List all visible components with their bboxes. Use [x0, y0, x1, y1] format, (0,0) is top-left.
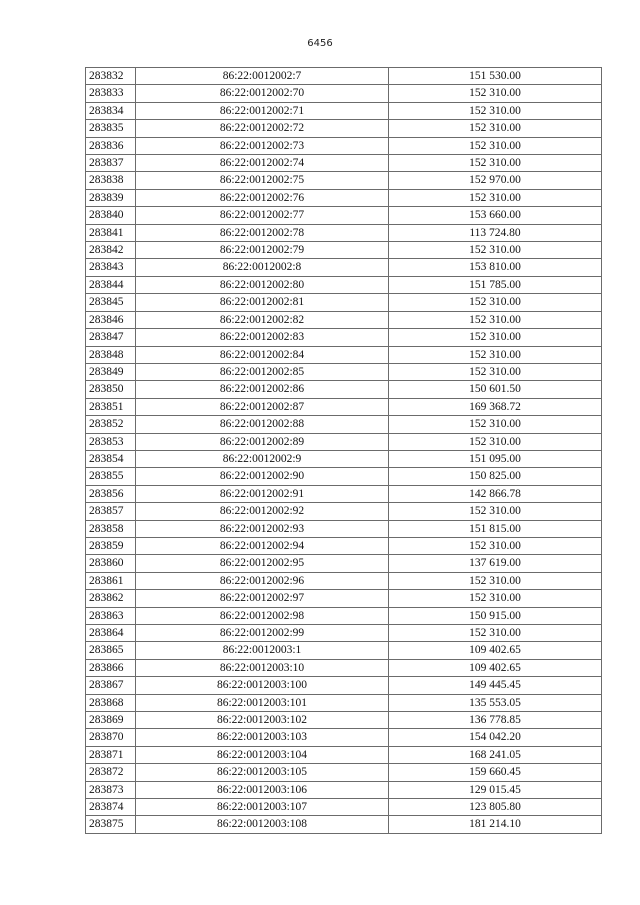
table-row [86, 207, 602, 224]
row-number-cell: 283856 [86, 485, 136, 502]
cadastral-number-cell: 86:22:0012003:106 [136, 781, 389, 798]
cadastral-value-cell: 152 310.00 [389, 572, 602, 589]
cadastral-number-cell: 86:22:0012003:10 [136, 659, 389, 676]
table-row [86, 363, 602, 380]
cadastral-value-cell: 151 095.00 [389, 450, 602, 467]
cadastral-number-cell: 86:22:0012002:94 [136, 537, 389, 554]
cadastral-number-cell: 86:22:0012002:71 [136, 102, 389, 119]
cadastral-number-cell: 86:22:0012003:108 [136, 816, 389, 833]
table-row [86, 276, 602, 293]
cadastral-number-cell: 86:22:0012003:105 [136, 764, 389, 781]
cadastral-value-cell: 136 778.85 [389, 712, 602, 729]
table-row [86, 503, 602, 520]
row-number-cell: 283857 [86, 503, 136, 520]
table-row [86, 381, 602, 398]
cadastral-number-cell: 86:22:0012002:93 [136, 520, 389, 537]
row-number-cell: 283871 [86, 746, 136, 763]
cadastral-number-cell: 86:22:0012003:103 [136, 729, 389, 746]
table-row [86, 172, 602, 189]
cadastral-number-cell: 86:22:0012002:90 [136, 468, 389, 485]
cadastral-number-cell: 86:22:0012002:81 [136, 294, 389, 311]
cadastral-number-cell: 86:22:0012002:82 [136, 311, 389, 328]
cadastral-value-table [85, 67, 602, 834]
row-number-cell: 283862 [86, 590, 136, 607]
row-number-cell: 283854 [86, 450, 136, 467]
row-number-cell: 283864 [86, 625, 136, 642]
cadastral-number-cell: 86:22:0012002:87 [136, 398, 389, 415]
table-row [86, 607, 602, 624]
table-row [86, 694, 602, 711]
row-number-cell: 283833 [86, 85, 136, 102]
cadastral-number-cell: 86:22:0012002:76 [136, 189, 389, 206]
cadastral-value-cell: 150 915.00 [389, 607, 602, 624]
row-number-cell: 283873 [86, 781, 136, 798]
cadastral-number-cell: 86:22:0012003:1 [136, 642, 389, 659]
table-row [86, 520, 602, 537]
table-row [86, 799, 602, 816]
cadastral-value-cell: 152 310.00 [389, 346, 602, 363]
table-row [86, 625, 602, 642]
cadastral-number-cell: 86:22:0012003:100 [136, 677, 389, 694]
table-row [86, 189, 602, 206]
table-row [86, 746, 602, 763]
cadastral-value-cell: 152 310.00 [389, 120, 602, 137]
cadastral-number-cell: 86:22:0012002:95 [136, 555, 389, 572]
cadastral-value-cell: 169 368.72 [389, 398, 602, 415]
table-row [86, 259, 602, 276]
cadastral-number-cell: 86:22:0012002:74 [136, 155, 389, 172]
row-number-cell: 283872 [86, 764, 136, 781]
table-row [86, 224, 602, 241]
cadastral-value-cell: 152 310.00 [389, 294, 602, 311]
row-number-cell: 283851 [86, 398, 136, 415]
row-number-cell: 283853 [86, 433, 136, 450]
cadastral-value-cell: 181 214.10 [389, 816, 602, 833]
cadastral-number-cell: 86:22:0012002:83 [136, 329, 389, 346]
cadastral-value-cell: 109 402.65 [389, 642, 602, 659]
row-number-cell: 283835 [86, 120, 136, 137]
row-number-cell: 283868 [86, 694, 136, 711]
row-number-cell: 283852 [86, 416, 136, 433]
cadastral-number-cell: 86:22:0012002:72 [136, 120, 389, 137]
table-row [86, 294, 602, 311]
cadastral-value-cell: 154 042.20 [389, 729, 602, 746]
table-row [86, 416, 602, 433]
table-row [86, 398, 602, 415]
row-number-cell: 283834 [86, 102, 136, 119]
cadastral-number-cell: 86:22:0012002:96 [136, 572, 389, 589]
table-row [86, 155, 602, 172]
table-row [86, 120, 602, 137]
cadastral-value-cell: 109 402.65 [389, 659, 602, 676]
table-row [86, 346, 602, 363]
row-number-cell: 283869 [86, 712, 136, 729]
row-number-cell: 283863 [86, 607, 136, 624]
cadastral-value-cell: 152 310.00 [389, 625, 602, 642]
cadastral-value-cell: 152 310.00 [389, 242, 602, 259]
cadastral-value-cell: 137 619.00 [389, 555, 602, 572]
cadastral-value-cell: 142 866.78 [389, 485, 602, 502]
table-body [86, 68, 602, 834]
table-row [86, 137, 602, 154]
row-number-cell: 283859 [86, 537, 136, 554]
cadastral-number-cell: 86:22:0012002:70 [136, 85, 389, 102]
cadastral-number-cell: 86:22:0012002:78 [136, 224, 389, 241]
cadastral-number-cell: 86:22:0012003:102 [136, 712, 389, 729]
row-number-cell: 283861 [86, 572, 136, 589]
table-row [86, 311, 602, 328]
cadastral-value-cell: 152 310.00 [389, 137, 602, 154]
row-number-cell: 283855 [86, 468, 136, 485]
cadastral-number-cell: 86:22:0012002:7 [136, 68, 389, 85]
cadastral-value-cell: 153 810.00 [389, 259, 602, 276]
row-number-cell: 283832 [86, 68, 136, 85]
cadastral-value-cell: 159 660.45 [389, 764, 602, 781]
cadastral-value-cell: 151 785.00 [389, 276, 602, 293]
cadastral-value-cell: 152 310.00 [389, 590, 602, 607]
row-number-cell: 283850 [86, 381, 136, 398]
page-number: 6456 [307, 38, 333, 49]
table-row [86, 102, 602, 119]
cadastral-number-cell: 86:22:0012002:77 [136, 207, 389, 224]
cadastral-value-cell: 152 310.00 [389, 363, 602, 380]
row-number-cell: 283838 [86, 172, 136, 189]
row-number-cell: 283836 [86, 137, 136, 154]
cadastral-number-cell: 86:22:0012003:107 [136, 799, 389, 816]
cadastral-value-cell: 153 660.00 [389, 207, 602, 224]
cadastral-number-cell: 86:22:0012002:85 [136, 363, 389, 380]
row-number-cell: 283870 [86, 729, 136, 746]
table-row [86, 659, 602, 676]
row-number-cell: 283844 [86, 276, 136, 293]
row-number-cell: 283837 [86, 155, 136, 172]
row-number-cell: 283847 [86, 329, 136, 346]
cadastral-number-cell: 86:22:0012002:92 [136, 503, 389, 520]
table-row [86, 712, 602, 729]
table-row [86, 764, 602, 781]
cadastral-number-cell: 86:22:0012002:86 [136, 381, 389, 398]
cadastral-value-cell: 152 310.00 [389, 537, 602, 554]
cadastral-number-cell: 86:22:0012002:88 [136, 416, 389, 433]
row-number-cell: 283846 [86, 311, 136, 328]
cadastral-value-cell: 149 445.45 [389, 677, 602, 694]
cadastral-number-cell: 86:22:0012002:97 [136, 590, 389, 607]
cadastral-number-cell: 86:22:0012002:73 [136, 137, 389, 154]
cadastral-number-cell: 86:22:0012002:9 [136, 450, 389, 467]
row-number-cell: 283849 [86, 363, 136, 380]
cadastral-value-cell: 152 310.00 [389, 416, 602, 433]
cadastral-value-cell: 123 805.80 [389, 799, 602, 816]
row-number-cell: 283865 [86, 642, 136, 659]
table-row [86, 485, 602, 502]
table-row [86, 329, 602, 346]
cadastral-value-cell: 135 553.05 [389, 694, 602, 711]
cadastral-value-cell: 152 310.00 [389, 102, 602, 119]
cadastral-value-cell: 151 815.00 [389, 520, 602, 537]
cadastral-value-cell: 152 310.00 [389, 85, 602, 102]
row-number-cell: 283867 [86, 677, 136, 694]
cadastral-number-cell: 86:22:0012003:101 [136, 694, 389, 711]
row-number-cell: 283848 [86, 346, 136, 363]
row-number-cell: 283840 [86, 207, 136, 224]
cadastral-number-cell: 86:22:0012003:104 [136, 746, 389, 763]
cadastral-value-cell: 150 601.50 [389, 381, 602, 398]
cadastral-number-cell: 86:22:0012002:99 [136, 625, 389, 642]
cadastral-value-cell: 152 310.00 [389, 189, 602, 206]
table-row [86, 590, 602, 607]
row-number-cell: 283842 [86, 242, 136, 259]
cadastral-value-cell: 152 310.00 [389, 155, 602, 172]
row-number-cell: 283845 [86, 294, 136, 311]
cadastral-value-cell: 152 310.00 [389, 329, 602, 346]
cadastral-number-cell: 86:22:0012002:80 [136, 276, 389, 293]
cadastral-value-cell: 152 310.00 [389, 311, 602, 328]
cadastral-value-cell: 150 825.00 [389, 468, 602, 485]
row-number-cell: 283839 [86, 189, 136, 206]
cadastral-number-cell: 86:22:0012002:89 [136, 433, 389, 450]
row-number-cell: 283875 [86, 816, 136, 833]
table-row [86, 642, 602, 659]
row-number-cell: 283843 [86, 259, 136, 276]
row-number-cell: 283841 [86, 224, 136, 241]
cadastral-value-cell: 168 241.05 [389, 746, 602, 763]
table-row [86, 781, 602, 798]
table-row [86, 433, 602, 450]
table-row [86, 468, 602, 485]
table-row [86, 242, 602, 259]
cadastral-number-cell: 86:22:0012002:98 [136, 607, 389, 624]
cadastral-number-cell: 86:22:0012002:75 [136, 172, 389, 189]
cadastral-number-cell: 86:22:0012002:79 [136, 242, 389, 259]
table-row [86, 537, 602, 554]
table-row [86, 85, 602, 102]
table-row [86, 729, 602, 746]
row-number-cell: 283874 [86, 799, 136, 816]
table-row [86, 68, 602, 85]
cadastral-value-cell: 151 530.00 [389, 68, 602, 85]
table-row [86, 816, 602, 833]
cadastral-number-cell: 86:22:0012002:91 [136, 485, 389, 502]
row-number-cell: 283858 [86, 520, 136, 537]
cadastral-number-cell: 86:22:0012002:8 [136, 259, 389, 276]
row-number-cell: 283860 [86, 555, 136, 572]
table-row [86, 555, 602, 572]
table-row [86, 677, 602, 694]
cadastral-value-cell: 152 310.00 [389, 433, 602, 450]
cadastral-number-cell: 86:22:0012002:84 [136, 346, 389, 363]
cadastral-value-cell: 152 310.00 [389, 503, 602, 520]
cadastral-value-cell: 113 724.80 [389, 224, 602, 241]
table-row [86, 572, 602, 589]
table-row [86, 450, 602, 467]
cadastral-value-cell: 152 970.00 [389, 172, 602, 189]
row-number-cell: 283866 [86, 659, 136, 676]
cadastral-value-cell: 129 015.45 [389, 781, 602, 798]
